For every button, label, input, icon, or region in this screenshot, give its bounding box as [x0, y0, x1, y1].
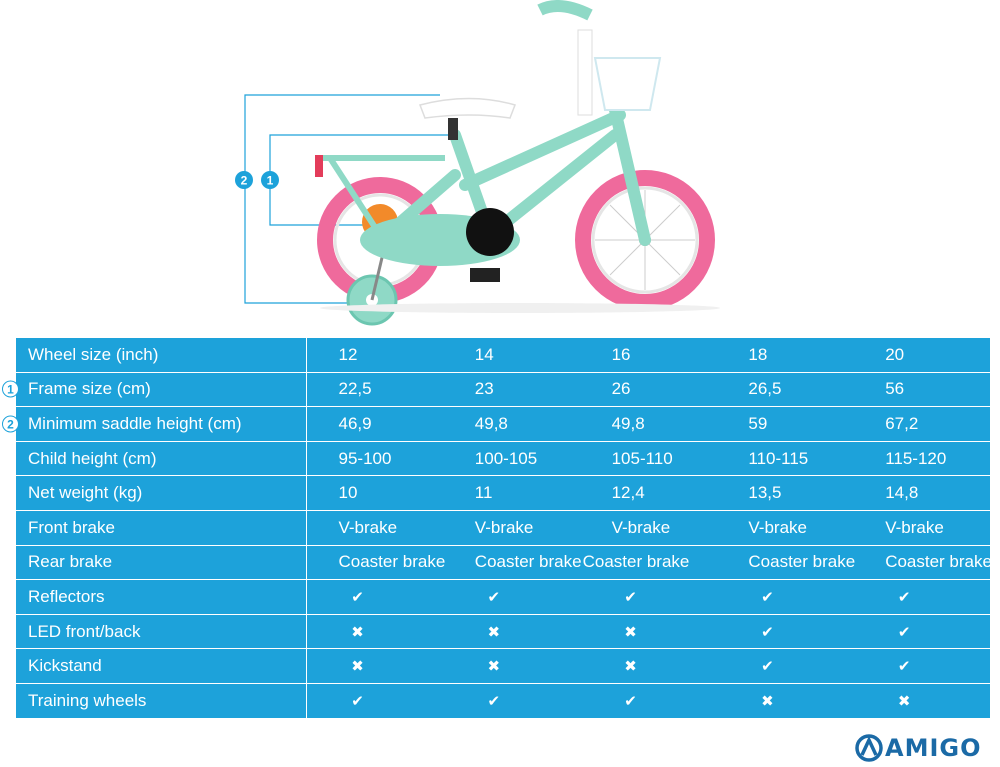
row-label-cell [7, 407, 306, 442]
table-cell: 26,5 [716, 372, 853, 407]
pedal [470, 268, 500, 282]
table-cell: 16 [580, 338, 717, 372]
table-cell [443, 614, 580, 649]
table-cell: 14 [443, 338, 580, 372]
row-label: Wheel size (inch) [28, 344, 159, 364]
table-cell [443, 649, 580, 684]
table-row [16, 338, 990, 372]
table-cell: 11 [443, 476, 580, 511]
table-row [16, 407, 990, 442]
row-label: Reflectors [28, 586, 105, 606]
check-icon: ✔ [897, 658, 911, 676]
row-label: LED front/back [28, 621, 141, 641]
table-cell: V-brake [443, 510, 580, 545]
table-cell: 59 [716, 407, 853, 442]
row-label-cell [7, 372, 306, 407]
front-basket [595, 58, 660, 110]
row-label-cell [16, 510, 306, 545]
table-cell: 67,2 [853, 407, 990, 442]
table-cell [306, 683, 443, 718]
specification-table [7, 338, 992, 719]
cross-icon: ✖ [897, 692, 911, 710]
table-cell: 10 [306, 476, 443, 511]
check-icon: ✔ [351, 588, 364, 606]
row-label: Kickstand [28, 656, 102, 676]
table-cell: 56 [853, 372, 990, 407]
row-label-cell [16, 476, 306, 511]
handlebar [540, 6, 590, 15]
row-label: Net weight (kg) [28, 483, 143, 503]
bike-illustration [0, 0, 1000, 335]
table-cell [443, 580, 580, 615]
table-cell: Coaster brake [443, 545, 580, 580]
row-number-badge: 1 [2, 381, 19, 398]
dimension-badge-1 [261, 171, 279, 189]
chainring [466, 208, 514, 256]
rear-reflector [315, 155, 323, 177]
amigo-logo-text: AMIGO [885, 734, 982, 762]
table-row [16, 510, 990, 545]
table-cell: Coaster brake [306, 545, 443, 580]
table-cell: 49,8 [443, 407, 580, 442]
table-cell [306, 649, 443, 684]
row-label-cell [16, 580, 306, 615]
cross-icon: ✖ [351, 623, 364, 641]
table-cell: V-brake [716, 510, 853, 545]
table-cell: 115-120 [853, 441, 990, 476]
table-row [16, 476, 990, 511]
table-cell: Coaster brake [716, 545, 853, 580]
table-cell: 14,8 [853, 476, 990, 511]
badge-2-text: 2 [240, 173, 248, 188]
amigo-logo-icon [855, 734, 883, 762]
table-cell: 18 [716, 338, 853, 372]
table-cell: 100-105 [443, 441, 580, 476]
cross-icon: ✖ [351, 658, 364, 676]
table-cell [853, 683, 990, 718]
cross-icon: ✖ [761, 692, 774, 710]
check-icon: ✔ [761, 623, 774, 641]
row-label: Frame size (cm) [28, 379, 151, 399]
table-row [16, 580, 990, 615]
table-cell [580, 683, 717, 718]
check-icon: ✔ [351, 692, 364, 710]
table-cell [716, 649, 853, 684]
table-cell: 95-100 [306, 441, 443, 476]
row-label-cell [16, 338, 306, 372]
row-label: Minimum saddle height (cm) [28, 413, 242, 433]
table-cell [853, 649, 990, 684]
bike-drawing [0, 0, 1000, 335]
row-label: Front brake [28, 517, 115, 537]
cross-icon: ✖ [624, 623, 637, 641]
table-cell: 49,8 [580, 407, 717, 442]
seat-post [448, 118, 458, 140]
check-icon: ✔ [487, 692, 501, 710]
table-cell [580, 580, 717, 615]
table-row [16, 649, 990, 684]
table-row [16, 614, 990, 649]
row-label: Rear brake [28, 552, 113, 572]
table-cell [853, 614, 990, 649]
dimension-badge-2 [235, 171, 253, 189]
cross-icon: ✖ [487, 658, 501, 676]
table-cell: 20 [853, 338, 990, 372]
ground-shadow [320, 303, 720, 313]
table-cell: Coaster brake [580, 545, 717, 580]
table-cell: 105-110 [580, 441, 717, 476]
check-icon: ✔ [897, 623, 911, 641]
table-cell: 22,5 [306, 372, 443, 407]
table-row [16, 441, 990, 476]
row-label-cell [16, 683, 306, 718]
row-label-cell [16, 441, 306, 476]
table-cell [853, 580, 990, 615]
amigo-logo [855, 734, 982, 762]
specification-table-body [7, 338, 992, 718]
table-cell [716, 614, 853, 649]
check-icon: ✔ [487, 588, 501, 606]
check-icon: ✔ [897, 588, 911, 606]
table-cell [306, 580, 443, 615]
table-cell: V-brake [580, 510, 717, 545]
table-cell: 46,9 [306, 407, 443, 442]
table-cell: 12,4 [580, 476, 717, 511]
row-label-cell [16, 649, 306, 684]
table-cell: V-brake [306, 510, 443, 545]
table-cell [580, 649, 717, 684]
row-number-badge: 2 [2, 415, 19, 432]
table-cell [306, 614, 443, 649]
check-icon: ✔ [624, 692, 637, 710]
badge-1-text: 1 [266, 173, 274, 188]
table-cell [716, 580, 853, 615]
table-cell: 110-115 [716, 441, 853, 476]
table-cell [716, 683, 853, 718]
row-label: Child height (cm) [28, 448, 157, 468]
cross-icon: ✖ [624, 658, 637, 676]
table-cell: 23 [443, 372, 580, 407]
table-row [16, 545, 990, 580]
table-row [16, 372, 990, 407]
check-icon: ✔ [761, 658, 774, 676]
saddle [420, 99, 515, 119]
table-cell: Coaster brake [853, 545, 990, 580]
table-row [16, 683, 990, 718]
stem [578, 30, 592, 115]
table-cell [580, 614, 717, 649]
row-label: Training wheels [28, 690, 147, 710]
check-icon: ✔ [761, 588, 774, 606]
table-cell: 13,5 [716, 476, 853, 511]
table-cell [443, 683, 580, 718]
cross-icon: ✖ [487, 623, 501, 641]
table-cell: V-brake [853, 510, 990, 545]
row-label-cell [16, 614, 306, 649]
table-cell: 12 [306, 338, 443, 372]
row-label-cell [16, 545, 306, 580]
table-cell: 26 [580, 372, 717, 407]
check-icon: ✔ [624, 588, 637, 606]
